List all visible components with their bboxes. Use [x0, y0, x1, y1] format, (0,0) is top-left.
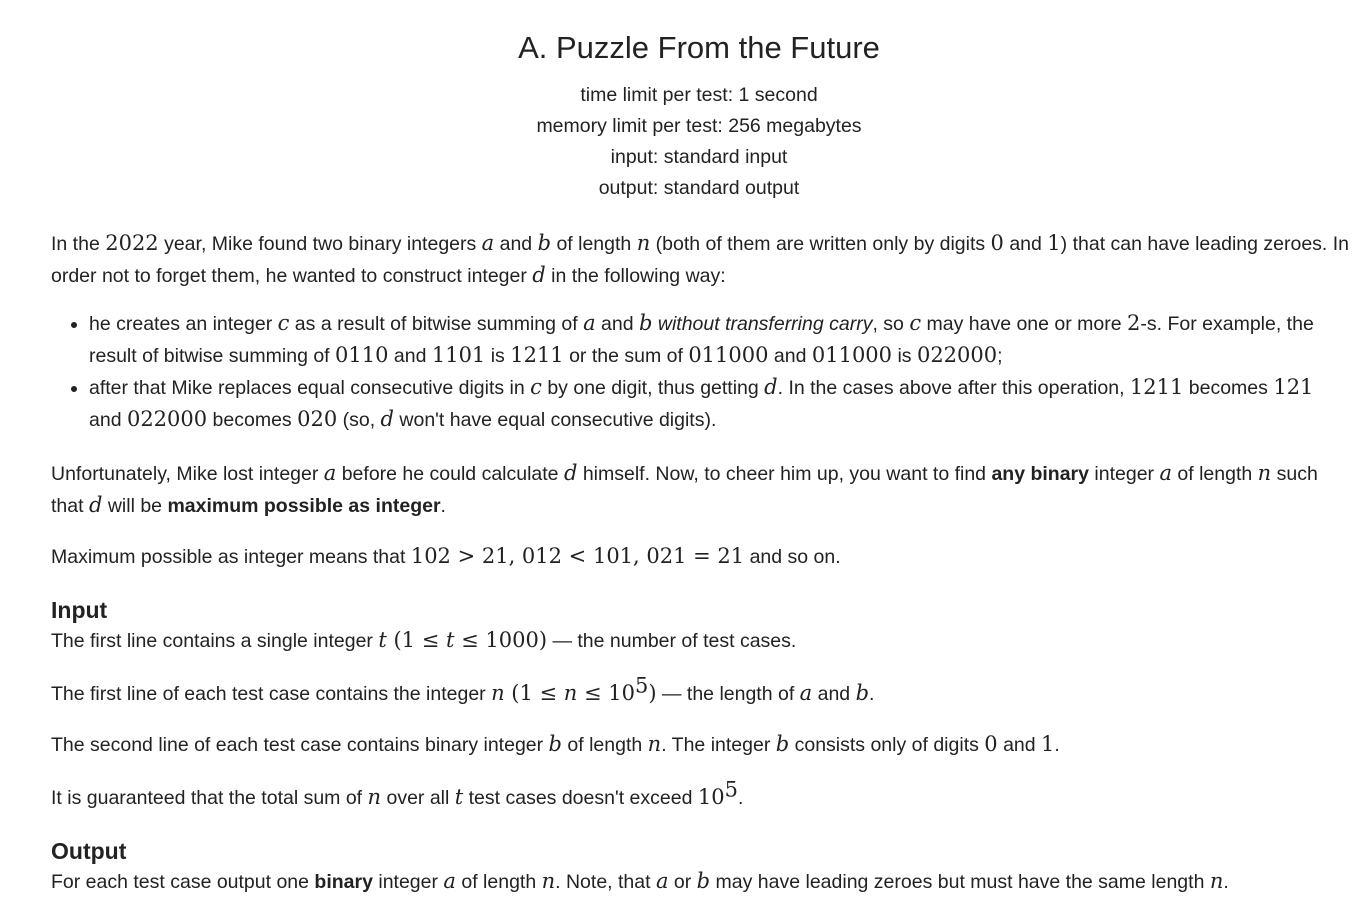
- time-limit: time limit per test: 1 second: [580, 84, 818, 106]
- problem-statement: [51, 228, 1351, 898]
- problem-header: [0, 30, 1364, 204]
- step-merge-digits: • after that Mike replaces equal consecutive digits in c by one digit, thus getting d. In the cases above after this operation, 1211 becomes 121 and 022000 becomes 020 (so, d won't have equal consecutive digits).: [89, 372, 1351, 436]
- output-type: output: standard output: [598, 177, 800, 199]
- output-line-1: For each test case output one binary integer a of length n. Note, that a or b may have leading zeroes but must have the same length n.: [51, 869, 1229, 893]
- memory-limit: memory limit per test: 256 megabytes: [536, 115, 862, 137]
- input-type: input: standard input: [610, 146, 788, 168]
- problem-title: A. Puzzle From the Future: [518, 30, 880, 65]
- construction-steps: [51, 308, 1351, 436]
- input-line-4: It is guaranteed that the total sum of n over all t test cases doesn't exceed $10^5$.: [51, 777, 744, 809]
- input-line-3: The second line of each test case contains binary integer b of length n. The integer b consists only of digits 0 and 1.: [51, 732, 1060, 756]
- input-section-title: Input: [51, 597, 108, 623]
- statement-paragraph-1: In the 2022 year, Mike found two binary integers a and b of length n (both of them are written only by digits 0 and 1) that can have leading zeroes. In order not to forget them, he wanted to construct integer d in the following way:: [51, 231, 1350, 287]
- statement-paragraph-3: Maximum possible as integer means that 102 > 21, 012 < 101, 021 = 21 and so on.: [51, 544, 841, 568]
- step-bitwise-sum: • he creates an integer c as a result of bitwise summing of a and b without transferring carry, so c may have one or more 2-s. For example, the result of bitwise summing of 0110 and 1101 is 1211 or the sum of 011000 and 011000 is 022000;: [89, 308, 1351, 372]
- statement-paragraph-2: Unfortunately, Mike lost integer a before he could calculate d himself. Now, to cheer him up, you want to find any binary integer a of length n such that d will be maximum possible as integer.: [51, 461, 1318, 517]
- input-line-2: The first line of each test case contains the integer n $(1 \le n \le 10^5)$ — the length of a and b.: [51, 673, 875, 705]
- output-section-title: Output: [51, 838, 127, 864]
- input-line-1: The first line contains a single integer t (1 ≤ t ≤ 1000) — the number of test cases.: [51, 628, 797, 652]
